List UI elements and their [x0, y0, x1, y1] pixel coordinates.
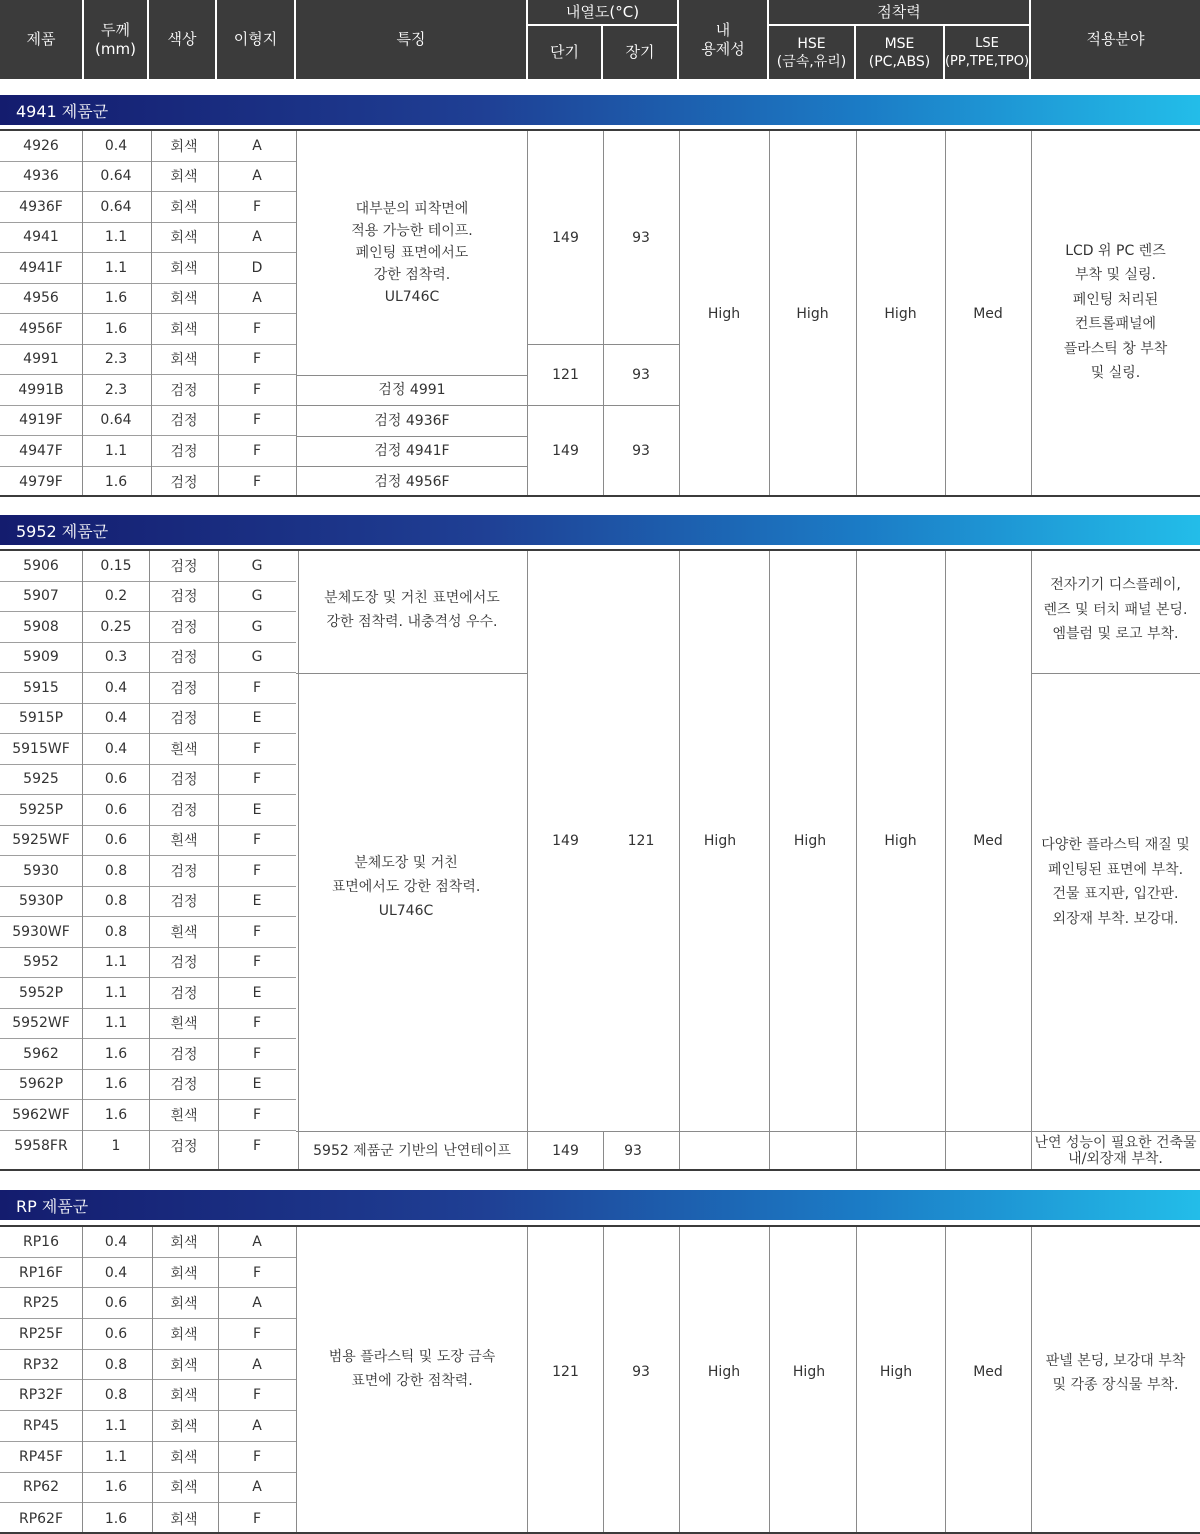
table-row [0, 1258, 296, 1289]
table-row [0, 856, 296, 887]
cell-color: 검정 [170, 863, 198, 880]
cell-thickness: 0.4 [104, 1233, 128, 1250]
table-row [0, 192, 296, 223]
g1-heat-long-c: 93 [632, 443, 650, 459]
cell-color: 검정 [170, 1046, 198, 1063]
cell-thickness: 0.4 [104, 710, 128, 727]
cell-product-code: 5958FR [14, 1137, 68, 1154]
cell-liner: F [252, 1106, 262, 1123]
cell-liner: F [252, 473, 262, 490]
table-row [0, 436, 296, 467]
cell-color: 흰색 [170, 1016, 198, 1033]
cell-liner: A [252, 168, 262, 185]
cell-liner: F [252, 954, 262, 971]
cell-product-code: 4926 [23, 137, 59, 154]
table-row [0, 673, 296, 704]
cell-color: 회색 [170, 1419, 198, 1436]
cell-color: 검정 [170, 772, 198, 789]
g2-hse: High [793, 833, 827, 849]
g1-application: LCD 위 PC 렌즈 부착 및 실링. 페인팅 처리된 컨트롤패널에 플라스틱 창 부착 및 실링. [1063, 242, 1168, 381]
header-liner: 이형지 [217, 0, 294, 79]
cell-product-code: RP45F [18, 1448, 64, 1465]
cell-color: 검정 [170, 589, 198, 606]
cell-product-code: 5952WF [12, 1015, 70, 1032]
cell-thickness: 1.1 [104, 259, 128, 276]
g2-heat-long: 121 [627, 833, 655, 849]
table-row [0, 162, 296, 193]
g2-mse: High [884, 833, 917, 849]
group-band-4941: 4941 제품군 [0, 95, 1200, 125]
cell-liner: G [251, 557, 263, 574]
cell-product-code: 5930WF [12, 923, 70, 940]
cell-liner: A [252, 1295, 262, 1312]
cell-liner: F [252, 740, 262, 757]
table-row [0, 1100, 296, 1131]
cell-thickness: 1.6 [104, 1479, 128, 1496]
cell-product-code: RP62 [23, 1479, 59, 1496]
cell-thickness: 0.6 [104, 1295, 128, 1312]
cell-color: 검정 [170, 474, 198, 491]
cell-liner: A [252, 1356, 262, 1373]
cell-liner: E [252, 984, 262, 1001]
cell-liner: E [252, 1076, 262, 1093]
cell-product-code: RP16F [18, 1264, 64, 1281]
g1-feature-4947f: 검정 4941F [374, 443, 450, 459]
cell-thickness: 0.8 [104, 923, 128, 940]
table-row [0, 406, 296, 437]
cell-liner: A [252, 1479, 262, 1496]
cell-color: 흰색 [170, 741, 198, 758]
g2-application-fr: 난연 성능이 필요한 건축물 내/외장재 부착. [1034, 1135, 1197, 1167]
cell-product-code: 5930P [18, 893, 64, 910]
cell-color: 회색 [170, 169, 198, 186]
header-heat-short: 단기 [528, 26, 601, 79]
table-row [0, 826, 296, 857]
table-row [0, 253, 296, 284]
group-table-5952 [0, 549, 1200, 1171]
cell-color: 회색 [170, 1388, 198, 1405]
table-row [0, 1039, 296, 1070]
cell-thickness: 0.4 [104, 137, 128, 154]
table-row [0, 223, 296, 254]
cell-product-code: RP16 [23, 1233, 59, 1250]
cell-liner: G [251, 618, 263, 635]
cell-thickness: 1.6 [104, 1510, 128, 1527]
cell-thickness: 1.1 [104, 954, 128, 971]
cell-thickness: 0.4 [104, 679, 128, 696]
cell-color: 검정 [170, 985, 198, 1002]
cell-thickness: 0.6 [104, 801, 128, 818]
table-row [0, 1319, 296, 1350]
cell-color: 회색 [170, 1296, 198, 1313]
g1-heat-short-b: 121 [552, 366, 579, 383]
cell-product-code: 5925 [23, 771, 59, 788]
cell-color: 검정 [170, 1077, 198, 1094]
cell-liner: F [252, 1264, 262, 1281]
cell-thickness: 0.64 [100, 412, 132, 429]
cell-thickness: 0.8 [104, 1387, 128, 1404]
cell-product-code: RP25 [23, 1295, 59, 1312]
cell-thickness: 0.8 [104, 893, 128, 910]
table-row [0, 917, 296, 948]
cell-color: 검정 [170, 558, 198, 575]
cell-product-code: 4941 [23, 229, 59, 246]
cell-product-code: 5907 [23, 588, 59, 605]
table-row [0, 467, 296, 498]
cell-color: 회색 [170, 321, 198, 338]
cell-liner: F [252, 1387, 262, 1404]
cell-thickness: 1.6 [104, 1045, 128, 1062]
table-row [0, 643, 296, 674]
cell-liner: A [252, 290, 262, 307]
g1-heat-short-a: 149 [552, 229, 579, 246]
cell-liner: F [252, 862, 262, 879]
cell-color: 회색 [170, 230, 198, 247]
cell-liner: A [252, 1418, 262, 1435]
cell-liner: A [252, 137, 262, 154]
cell-product-code: 4919F [19, 412, 63, 429]
g1-feature-4979f: 검정 4956F [374, 473, 450, 490]
cell-color: 회색 [170, 1449, 198, 1466]
group-table-4941 [0, 129, 1200, 497]
cell-thickness: 0.4 [104, 1264, 128, 1281]
cell-product-code: 4979F [19, 473, 63, 490]
group-table-rp [0, 1225, 1200, 1534]
table-row [0, 765, 296, 796]
cell-color: 회색 [170, 1357, 198, 1374]
g3-solvent: High [707, 1363, 741, 1380]
table-row [0, 734, 296, 765]
table-row [0, 1411, 296, 1442]
g1-mse: High [884, 306, 917, 322]
g3-feature: 범용 플라스틱 및 도장 금속 표면에 강한 점착력. [328, 1348, 496, 1389]
header-application: 적용분야 [1031, 0, 1200, 79]
cell-color: 검정 [170, 894, 198, 911]
cell-color: 검정 [170, 680, 198, 697]
g1-feature-4991b: 검정 4991 [378, 382, 446, 398]
cell-thickness: 1.1 [104, 1448, 128, 1465]
cell-product-code: 5908 [23, 618, 59, 635]
cell-color: 회색 [170, 138, 198, 155]
cell-liner: F [252, 1137, 262, 1154]
cell-color: 흰색 [170, 833, 198, 850]
table-row [0, 1350, 296, 1381]
cell-color: 검정 [170, 650, 198, 667]
table-row [0, 1381, 296, 1412]
cell-thickness: 0.8 [104, 862, 128, 879]
cell-liner: F [252, 381, 262, 398]
group-band-5952: 5952 제품군 [0, 515, 1200, 545]
cell-thickness: 0.64 [100, 168, 132, 185]
cell-liner: F [252, 1045, 262, 1062]
cell-color: 검정 [170, 955, 198, 972]
g1-feature-main: 대부분의 피착면에 적용 가능한 테이프. 페인팅 표면에서도 강한 점착력. UL746C [351, 201, 473, 305]
table-row [0, 1227, 296, 1258]
cell-product-code: RP25F [18, 1325, 64, 1342]
cell-thickness: 0.6 [104, 832, 128, 849]
cell-liner: F [252, 351, 262, 368]
cell-liner: F [252, 198, 262, 215]
cell-thickness: 2.3 [104, 381, 128, 398]
cell-product-code: 4936F [19, 198, 63, 215]
table-row [0, 1070, 296, 1101]
cell-liner: A [252, 1233, 262, 1250]
cell-color: 검정 [170, 619, 198, 636]
header-mse: MSE (PC,ABS) [856, 26, 943, 79]
cell-thickness: 0.6 [104, 771, 128, 788]
table-row [0, 284, 296, 315]
cell-liner: D [251, 259, 263, 276]
cell-product-code: 5925WF [12, 832, 70, 849]
header-heat-resistance: 내열도(°C) [528, 0, 677, 24]
cell-thickness: 1.6 [104, 290, 128, 307]
table-row [0, 1009, 296, 1040]
cell-liner: A [252, 229, 262, 246]
table-row [0, 1131, 296, 1162]
cell-thickness: 1.6 [104, 320, 128, 337]
cell-product-code: 5915 [23, 679, 59, 696]
g1-solvent: High [707, 306, 741, 322]
cell-thickness: 0.15 [100, 557, 132, 574]
g2-solvent: High [703, 833, 737, 849]
g3-application: 판넬 본딩, 보강대 부착 및 각종 장식물 부착. [1045, 1352, 1186, 1393]
g2-heat-short: 149 [552, 833, 579, 849]
cell-color: 흰색 [170, 1107, 198, 1124]
table-row [0, 612, 296, 643]
cell-liner: F [252, 832, 262, 849]
cell-product-code: RP62F [18, 1510, 64, 1527]
cell-product-code: 5915WF [12, 740, 70, 757]
table-row [0, 948, 296, 979]
g3-mse: High [879, 1363, 913, 1380]
g1-heat-short-c: 149 [552, 443, 579, 459]
cell-thickness: 1.1 [104, 984, 128, 1001]
cell-product-code: 4947F [19, 442, 63, 459]
cell-liner: F [252, 679, 262, 696]
header-heat-long: 장기 [603, 26, 677, 79]
cell-thickness: 2.3 [104, 351, 128, 368]
header-hse: HSE (금속,유리) [769, 26, 854, 79]
cell-product-code: 5952 [23, 954, 59, 971]
g1-heat-long-a: 93 [632, 229, 650, 246]
cell-thickness: 0.2 [104, 588, 128, 605]
cell-product-code: 5952P [18, 984, 64, 1001]
cell-product-code: 5962WF [12, 1106, 70, 1123]
cell-product-code: 5925P [18, 801, 64, 818]
cell-color: 회색 [170, 260, 198, 277]
cell-liner: F [252, 771, 262, 788]
header-lse: LSE (PP,TPE,TPO) [945, 26, 1029, 79]
g1-hse: High [796, 306, 829, 322]
cell-thickness: 1 [111, 1137, 121, 1154]
cell-thickness: 1.1 [104, 442, 128, 459]
group-band-rp: RP 제품군 [0, 1190, 1200, 1220]
cell-thickness: 0.25 [100, 618, 132, 635]
cell-product-code: 5909 [23, 649, 59, 666]
cell-liner: E [252, 893, 262, 910]
cell-color: 검정 [170, 711, 198, 728]
g1-feature-4919f: 검정 4936F [374, 412, 450, 429]
g3-heat-short: 121 [552, 1363, 579, 1380]
cell-product-code: 5915P [18, 710, 64, 727]
table-row [0, 582, 296, 613]
header-features: 특징 [296, 0, 526, 79]
cell-product-code: RP45 [23, 1418, 59, 1435]
cell-thickness: 0.6 [104, 1325, 128, 1342]
cell-liner: F [252, 1448, 262, 1465]
table-row [0, 795, 296, 826]
g2-lse: Med [973, 833, 1003, 849]
cell-color: 검정 [170, 443, 198, 460]
table-row [0, 375, 296, 406]
cell-liner: E [252, 801, 262, 818]
g2-fr-heat-long: 93 [624, 1143, 642, 1159]
cell-product-code: 5962 [23, 1045, 59, 1062]
cell-thickness: 0.4 [104, 740, 128, 757]
table-row [0, 887, 296, 918]
cell-color: 회색 [170, 1234, 198, 1251]
table-row [0, 314, 296, 345]
g2-feature-fr: 5952 제품군 기반의 난연테이프 [313, 1143, 511, 1159]
cell-color: 검정 [170, 413, 198, 430]
cell-liner: G [251, 649, 263, 666]
table-row [0, 345, 296, 376]
cell-liner: F [252, 1325, 262, 1342]
cell-thickness: 1.6 [104, 1076, 128, 1093]
cell-product-code: 4936 [23, 168, 59, 185]
cell-product-code: 4991 [23, 351, 59, 368]
cell-liner: F [252, 1510, 262, 1527]
g2-feature-b: 분체도장 및 거친 표면에서도 강한 점착력. UL746C [331, 855, 481, 919]
table-row [0, 1442, 296, 1473]
cell-color: 회색 [170, 1265, 198, 1282]
cell-thickness: 0.3 [104, 649, 128, 666]
cell-product-code: 5930 [23, 862, 59, 879]
table-row [0, 1503, 296, 1534]
cell-color: 회색 [170, 1511, 198, 1528]
header-product: 제품 [0, 0, 82, 79]
cell-thickness: 1.1 [104, 229, 128, 246]
cell-color: 회색 [170, 1326, 198, 1343]
cell-color: 흰색 [170, 924, 198, 941]
cell-product-code: 5962P [18, 1076, 64, 1093]
cell-product-code: RP32F [18, 1387, 64, 1404]
table-row [0, 1288, 296, 1319]
header-color: 색상 [149, 0, 215, 79]
g2-application-b: 다양한 플라스틱 재질 및 페인팅된 표면에 부착. 건물 표지판, 입간판. 외장재 부착. 보강대. [1041, 837, 1190, 927]
table-row [0, 1473, 296, 1504]
cell-thickness: 1.6 [104, 1106, 128, 1123]
cell-liner: F [252, 442, 262, 459]
cell-product-code: 5906 [23, 557, 59, 574]
cell-product-code: 4956 [23, 290, 59, 307]
g1-lse: Med [973, 306, 1003, 322]
cell-product-code: 4956F [19, 320, 63, 337]
header-adhesion: 점착력 [769, 0, 1029, 24]
g2-fr-heat-short: 149 [552, 1143, 579, 1159]
cell-thickness: 0.8 [104, 1356, 128, 1373]
g1-heat-long-b: 93 [632, 366, 650, 383]
cell-color: 검정 [170, 1138, 198, 1155]
table-row [0, 978, 296, 1009]
g2-application-a: 전자기기 디스플레이, 렌즈 및 터치 패널 본딩. 엠블럼 및 로고 부착. [1043, 577, 1188, 643]
cell-color: 회색 [170, 352, 198, 369]
cell-color: 검정 [170, 382, 198, 399]
g3-lse: Med [973, 1363, 1003, 1380]
cell-liner: E [252, 710, 262, 727]
header-solvent-resistance: 내 용제성 [679, 0, 767, 79]
cell-color: 회색 [170, 291, 198, 308]
cell-thickness: 1.1 [104, 1015, 128, 1032]
cell-liner: G [251, 588, 263, 605]
cell-color: 회색 [170, 1480, 198, 1497]
table-row [0, 131, 296, 162]
cell-product-code: 4991B [18, 381, 64, 398]
cell-thickness: 0.64 [100, 198, 132, 215]
cell-thickness: 1.1 [104, 1418, 128, 1435]
g3-heat-long: 93 [632, 1363, 650, 1380]
table-row [0, 704, 296, 735]
cell-color: 검정 [170, 802, 198, 819]
cell-thickness: 1.6 [104, 473, 128, 490]
cell-liner: F [252, 320, 262, 337]
g3-hse: High [792, 1363, 826, 1380]
g2-feature-a: 분체도장 및 거친 표면에서도 강한 점착력. 내충격성 우수. [324, 590, 500, 630]
cell-liner: F [252, 1015, 262, 1032]
table-row [0, 551, 296, 582]
cell-color: 회색 [170, 199, 198, 216]
cell-product-code: RP32 [23, 1356, 59, 1373]
cell-liner: F [252, 923, 262, 940]
cell-product-code: 4941F [19, 259, 63, 276]
cell-liner: F [252, 412, 262, 429]
header-thickness: 두께 (mm) [84, 0, 147, 79]
